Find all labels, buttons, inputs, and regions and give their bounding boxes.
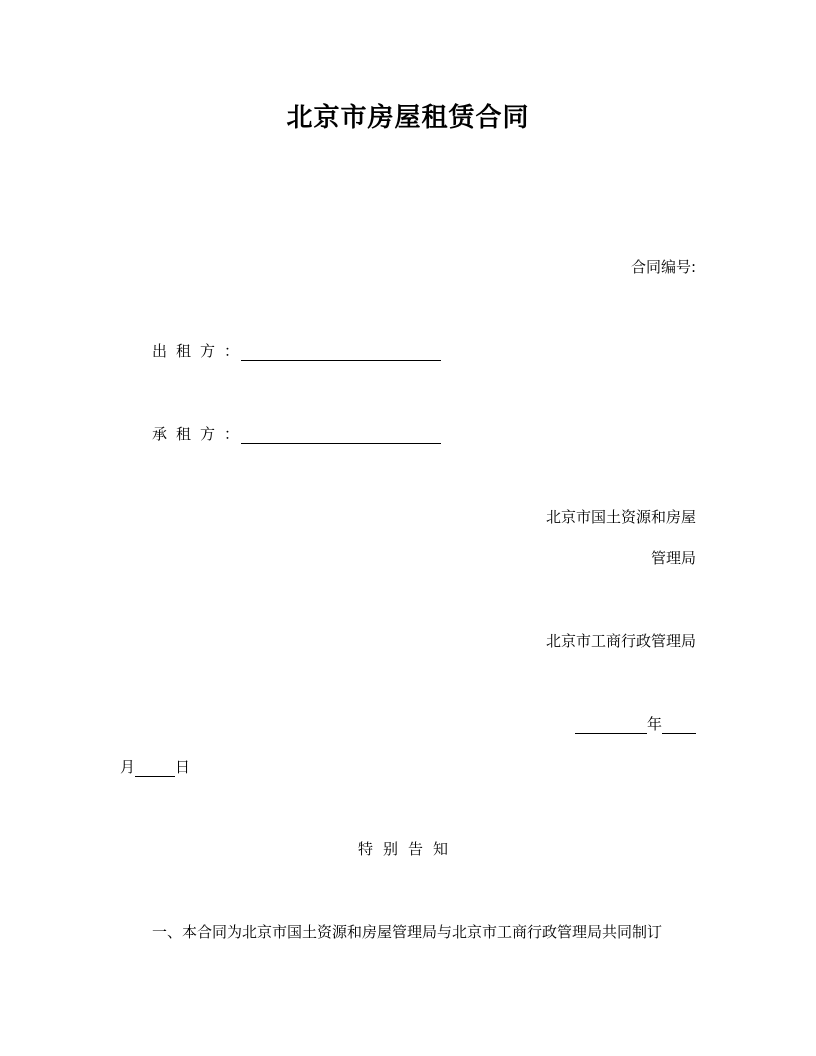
contract-number-label: 合同编号: [630,258,696,276]
issuer-line-2: 管理局 [650,549,696,567]
issuer-line-3: 北京市工商行政管理局 [545,632,696,650]
lessor-blank [241,346,441,361]
lessee-row [152,423,441,444]
date-month-row [120,756,190,777]
lessor-colon: ： [224,342,240,360]
document-title: 北京市房屋租赁合同 [286,103,530,133]
day-blank [135,762,175,777]
lessee-label: 承租方 [152,425,225,443]
day-char: 日 [175,758,191,776]
lessor-label: 出租方 [152,342,225,360]
issuer-line-1: 北京市国土资源和房屋 [545,508,696,526]
date-year-row [575,713,696,734]
month-char: 月 [120,758,136,776]
lessee-colon: ： [224,425,240,443]
lessor-row [152,340,441,361]
notice-heading: 特别告知 [357,840,458,858]
month-prefix-blank [662,719,696,734]
year-char: 年 [646,715,662,733]
lessee-blank [241,429,441,444]
clause-1: 一、本合同为北京市国土资源和房屋管理局与北京市工商行政管理局共同制订 [152,923,663,941]
year-blank [575,719,647,734]
